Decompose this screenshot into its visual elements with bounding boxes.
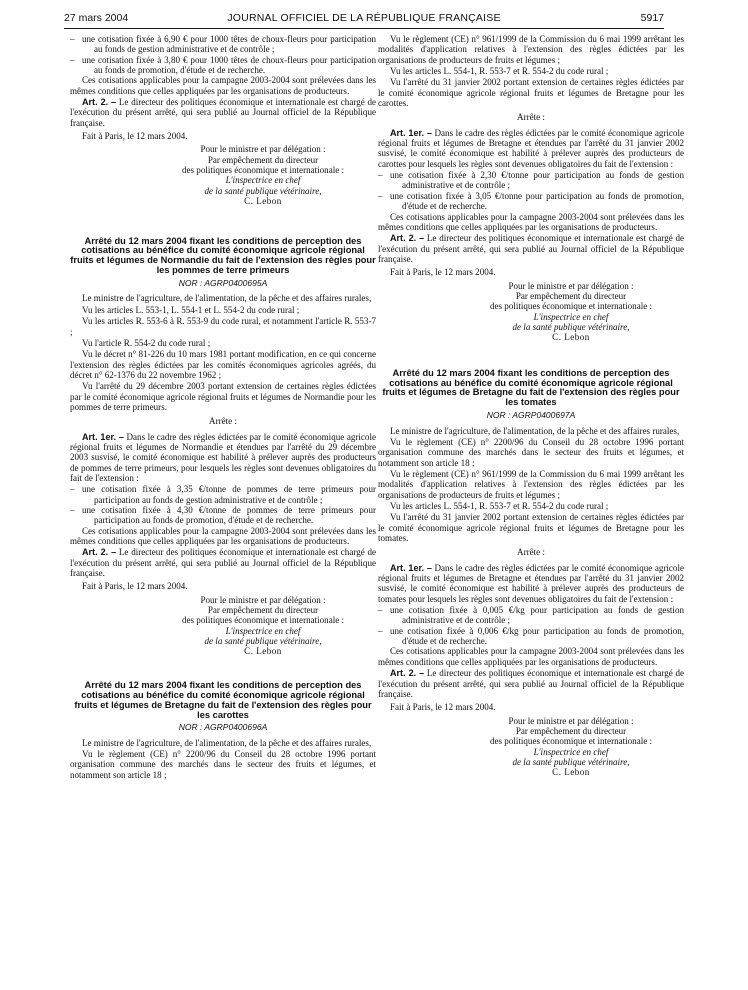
header-page-number: 5917 — [640, 12, 664, 24]
decree-title: Arrêté du 12 mars 2004 fixant les conditions de perception des cotisations au bénéfice du comité économique agricole régional fruits et légumes de Normandie du fait de l'extension des règles pour les pommes de terre primeurs — [70, 235, 376, 276]
article-2: Art. 2. – Le directeur des politiques économique et internationale est chargé de l'exécution du présent arrêté, qui sera publié au Journal officiel de la République française. — [70, 97, 377, 128]
nor-reference: NOR : AGRP0400695A — [178, 278, 268, 289]
arrete-label: Arrête : — [209, 416, 237, 427]
arrete-label: Arrête : — [517, 547, 545, 558]
visa: Vu les articles L. 553-1, L. 554-1 et L. 554-2 du code rural ; — [82, 304, 300, 315]
visa: Le ministre de l'agriculture, de l'alimentation, de la pêche et des affaires rurales, — [82, 293, 372, 304]
article-2: Art. 2. – Le directeur des politiques économique et internationale est chargé de l'exécution du présent arrêté, qui sera publié au Journal officiel de la République française. — [378, 668, 685, 699]
header-journal-title: JOURNAL OFFICIEL DE LA RÉPUBLIQUE FRANÇAISE — [227, 12, 501, 24]
list-item: – une cotisation fixée à 0,005 €/kg pour participation au fonds de gestion administrative et de contrôle ; — [378, 605, 684, 626]
visa: Vu les articles L. 554-1, R. 553-7 et R. 554-2 du code rural ; — [390, 66, 609, 77]
list-item: – une cotisation fixée à 6,90 € pour 1000 têtes de choux-fleurs pour participation au fonds de gestion administrative et de contrôle ; — [70, 34, 376, 55]
article-2: Art. 2. – Le directeur des politiques économique et internationale est chargé de l'exécution du présent arrêté, qui sera publié au Journal officiel de la République française. — [378, 233, 685, 264]
visa: Vu le règlement (CE) n° 961/1999 de la Commission du 6 mai 1999 arrêtant les modalités d'application relatives à l'extension des règles édictées par les organisations de producteurs de fruits et légumes ; — [378, 34, 684, 65]
paragraph: Ces cotisations applicables pour la campagne 2003-2004 sont prélevées dans les mêmes conditions que celles appliquées par les organisations de producteurs. — [70, 75, 376, 96]
article-2: Art. 2. – Le directeur des politiques économique et internationale est chargé de l'exécution du présent arrêté, qui sera publié au Journal officiel de la République française. — [70, 547, 377, 579]
paragraph: Ces cotisations applicables pour la campagne 2003-2004 sont prélevées dans les mêmes conditions que celles appliquées par les organisations de producteurs. — [70, 525, 376, 547]
header-date: 27 mars 2004 — [64, 12, 129, 24]
paragraph: Ces cotisations applicables pour la campagne 2003-2004 sont prélevées dans les mêmes conditions que celles appliquées par les organisations de producteurs. — [378, 211, 684, 232]
arrete-label: Arrête : — [517, 112, 545, 123]
page-header — [64, 10, 664, 26]
done-at: Fait à Paris, le 12 mars 2004. — [82, 131, 188, 142]
nor-reference: NOR : AGRP0400697A — [486, 410, 576, 421]
nor-reference: NOR : AGRP0400696A — [178, 722, 268, 733]
article-1: Art. 1er. – Dans le cadre des règles édictées par le comité économique agricole régional fruits et légumes de Bretagne et étendues par l'arrêté du 31 janvier 2002 susvisé, le comité économique est habilité à prélever auprès des producteurs de tomates pour lesquels les règles sont devenues obligatoires du fait de l'extension : — [378, 562, 684, 604]
list-item: – une cotisation fixée à 3,80 € pour 1000 têtes de choux-fleurs pour participation au fonds de promotion, d'étude et de recherche. — [70, 54, 376, 76]
visa: Vu le règlement (CE) n° 2200/96 du Conseil du 28 octobre 1996 portant organisation commune des marchés dans le secteur des fruits et légumes, et notamment son article 18 ; — [378, 436, 684, 468]
article-1: Art. 1er. – Dans le cadre des règles édictées par le comité économique agricole régional fruits et légumes de Normandie et étendues par l'arrêté du 29 décembre 2003 susvisé, le comité économique est habilité à prélever auprès des producteurs de pommes de terre primeurs, pour lesquels les règles sont devenues obligatoires du fait de l'extension : — [70, 431, 376, 483]
list-item: – une cotisation fixée à 2,30 €/tonne pour participation au fonds de gestion administrative et de contrôle ; — [378, 170, 684, 191]
article-1: Art. 1er. – Dans le cadre des règles édictées par le comité économique agricole régional fruits et légumes de Bretagne et étendues par l'arrêté du 31 janvier 2002 susvisé, le comité économique est habilité à prélever auprès des producteurs de carottes pour lesquels les règles sont devenues obligatoires du fait de l'extension : — [378, 127, 684, 169]
done-at: Fait à Paris, le 12 mars 2004. — [390, 702, 496, 713]
visa: Vu les articles R. 553-6 à R. 553-9 du code rural, et notamment l'article R. 553-7 ; — [70, 316, 376, 337]
visa: Vu le règlement (CE) n° 2200/96 du Conseil du 28 octobre 1996 portant organisation commune des marchés dans le secteur des fruits et légumes, et notamment son article 18 ; — [70, 749, 376, 780]
visa: Vu le décret n° 81-226 du 10 mars 1981 portant modification, en ce qui concerne l'extension des règles édictées par les comités économiques agricoles agréés, du décret n° 62-1376 du 22 novembre 1962 ; — [70, 349, 376, 380]
visa: Le ministre de l'agriculture, de l'alimentation, de la pêche et des affaires rurales, — [82, 737, 372, 748]
done-at: Fait à Paris, le 12 mars 2004. — [82, 581, 188, 592]
list-item: – une cotisation fixée à 3,35 €/tonne de pommes de terre primeurs pour participation au fonds de gestion administrative et de contrôle ; — [70, 484, 376, 505]
visa: Vu l'arrêté du 29 décembre 2003 portant extension de certaines règles édictées par le comité économique agricole régional fruits et légumes de Normandie pour les pommes de terre primeurs. — [70, 381, 376, 412]
visa: Vu le règlement (CE) n° 961/1999 de la Commission du 6 mai 1999 arrêtant les modalités d'application relatives à l'extension des règles édictées par les organisations de producteurs de fruits et légumes ; — [378, 468, 684, 500]
done-at: Fait à Paris, le 12 mars 2004. — [390, 267, 496, 278]
list-item: – une cotisation fixée à 0,006 €/kg pour participation au fonds de promotion, d'étude et de recherche. — [378, 625, 684, 647]
signature-block: Pour le ministre et par délégation : Par empêchement du directeur des politiques économique et internationale : L'inspectrice en chef de la santé publique vétérinaire, C. Lebon — [489, 280, 653, 343]
header-rule — [64, 28, 664, 29]
list-item: – une cotisation fixée à 3,05 €/tonne pour participation au fonds de promotion, d'étude et de recherche. — [378, 190, 684, 212]
right-column — [378, 34, 684, 778]
decree-title: Arrêté du 12 mars 2004 fixant les conditions de perception des cotisations au bénéfice du comité économique agricole régional fruits et légumes de Bretagne du fait de l'extension des règles pour les carottes — [74, 679, 372, 720]
left-column — [70, 34, 376, 781]
visa: Vu l'arrêté du 31 janvier 2002 portant extension de certaines règles édictées par le comité économique agricole régional fruits et légumes de Bretagne pour les carottes. — [378, 77, 684, 109]
visa: Vu l'article R. 554-2 du code rural ; — [82, 337, 211, 348]
decree-title: Arrêté du 12 mars 2004 fixant les conditions de perception des cotisations au bénéfice du comité économique agricole régional fruits et légumes de Bretagne du fait de l'extension des règles pour les tomates — [382, 367, 680, 408]
signature-block: Pour le ministre et par délégation : Par empêchement du directeur des politiques économique et internationale : L'inspectrice en chef de la santé publique vétérinaire, C. Lebon — [489, 715, 653, 778]
signature-block: Pour le ministre et par délégation : Par empêchement du directeur des politiques économique et internationale : L'inspectrice en chef de la santé publique vétérinaire, C. Lebon — [181, 144, 345, 207]
list-item: – une cotisation fixée à 4,30 €/tonne de pommes de terre primeurs pour participation au fonds de promotion, d'étude et de recherche. — [70, 505, 376, 526]
visa: Vu les articles L. 554-1, R. 553-7 et R. 554-2 du code rural ; — [390, 501, 609, 511]
paragraph: Ces cotisations applicables pour la campagne 2003-2004 sont prélevées dans les mêmes conditions que celles appliquées par les organisations de producteurs. — [378, 646, 684, 667]
signature-block: Pour le ministre et par délégation : Par empêchement du directeur des politiques économique et internationale : L'inspectrice en chef de la santé publique vétérinaire, C. Lebon — [181, 594, 345, 657]
visa: Vu l'arrêté du 31 janvier 2002 portant extension de certaines règles édictées par le comité économique agricole régional fruits et légumes de Bretagne pour les tomates. — [378, 512, 684, 544]
visa: Le ministre de l'agriculture, de l'alimentation, de la pêche et des affaires rurales, — [390, 425, 680, 436]
